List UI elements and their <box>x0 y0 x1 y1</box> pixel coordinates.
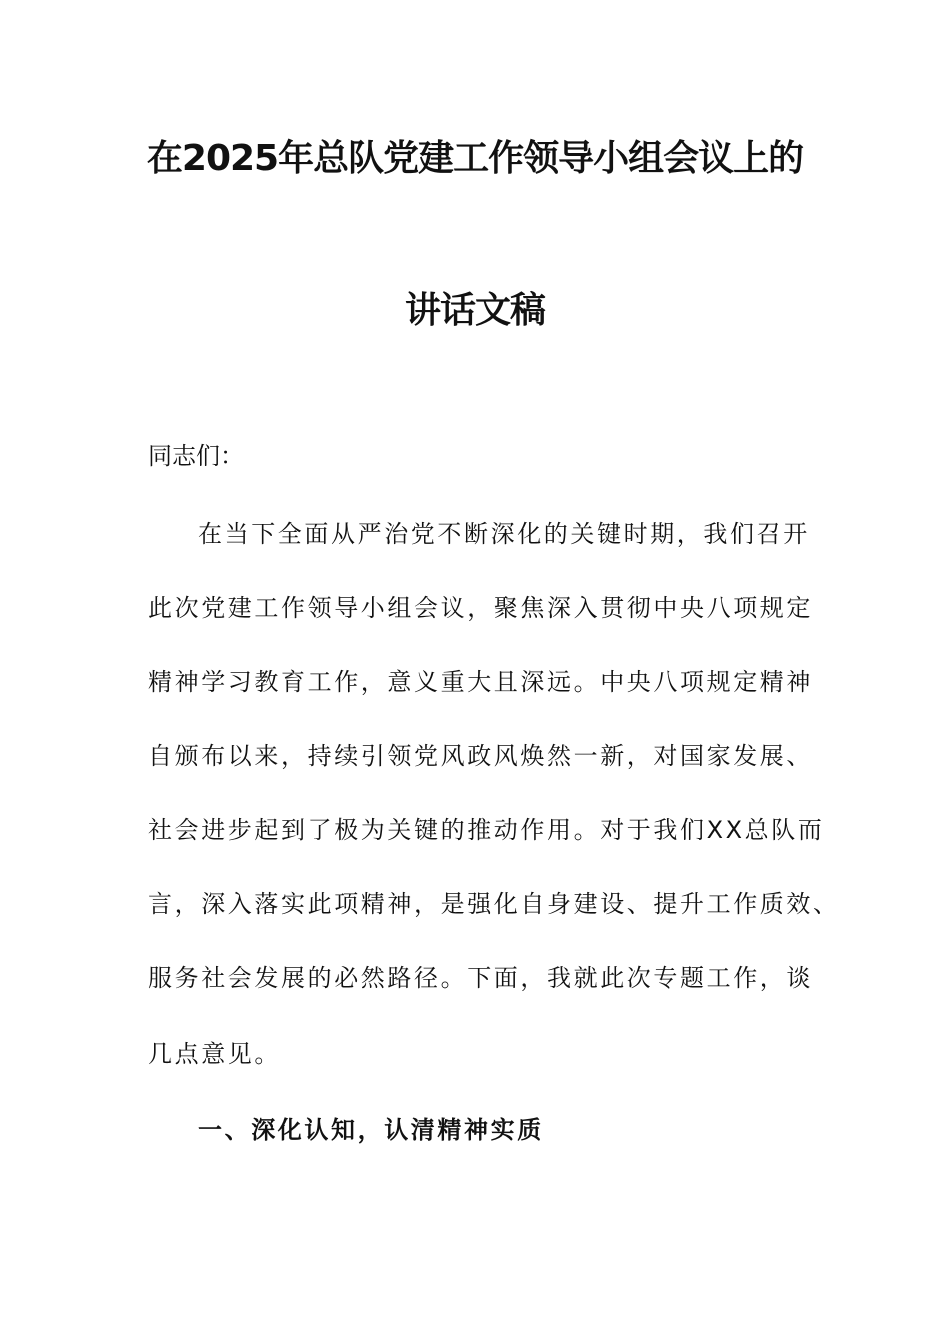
paragraph-line: 自颁布以来，持续引领党风政风焕然一新，对国家发展、 <box>148 742 813 770</box>
section-heading: 一、深化认知，认清精神实质 <box>198 1116 544 1144</box>
paragraph-line: 服务社会发展的必然路径。下面，我就此次专题工作，谈 <box>148 964 813 992</box>
paragraph-line: 几点意见。 <box>148 1040 281 1068</box>
salutation: 同志们： <box>148 442 244 470</box>
document-title-line-2: 讲话文稿 <box>404 290 545 331</box>
paragraph-line: 社会进步起到了极为关键的推动作用。对于我们XX总队而 <box>148 816 825 844</box>
document-title-line-1: 在2025年总队党建工作领导小组会议上的 <box>146 138 804 179</box>
paragraph-line: 此次党建工作领导小组会议，聚焦深入贯彻中央八项规定 <box>148 594 813 622</box>
paragraph-line: 言，深入落实此项精神，是强化自身建设、提升工作质效、 <box>148 890 840 918</box>
paragraph-line: 在当下全面从严治党不断深化的关键时期，我们召开 <box>198 520 810 548</box>
paragraph-line: 精神学习教育工作，意义重大且深远。中央八项规定精神 <box>148 668 813 696</box>
